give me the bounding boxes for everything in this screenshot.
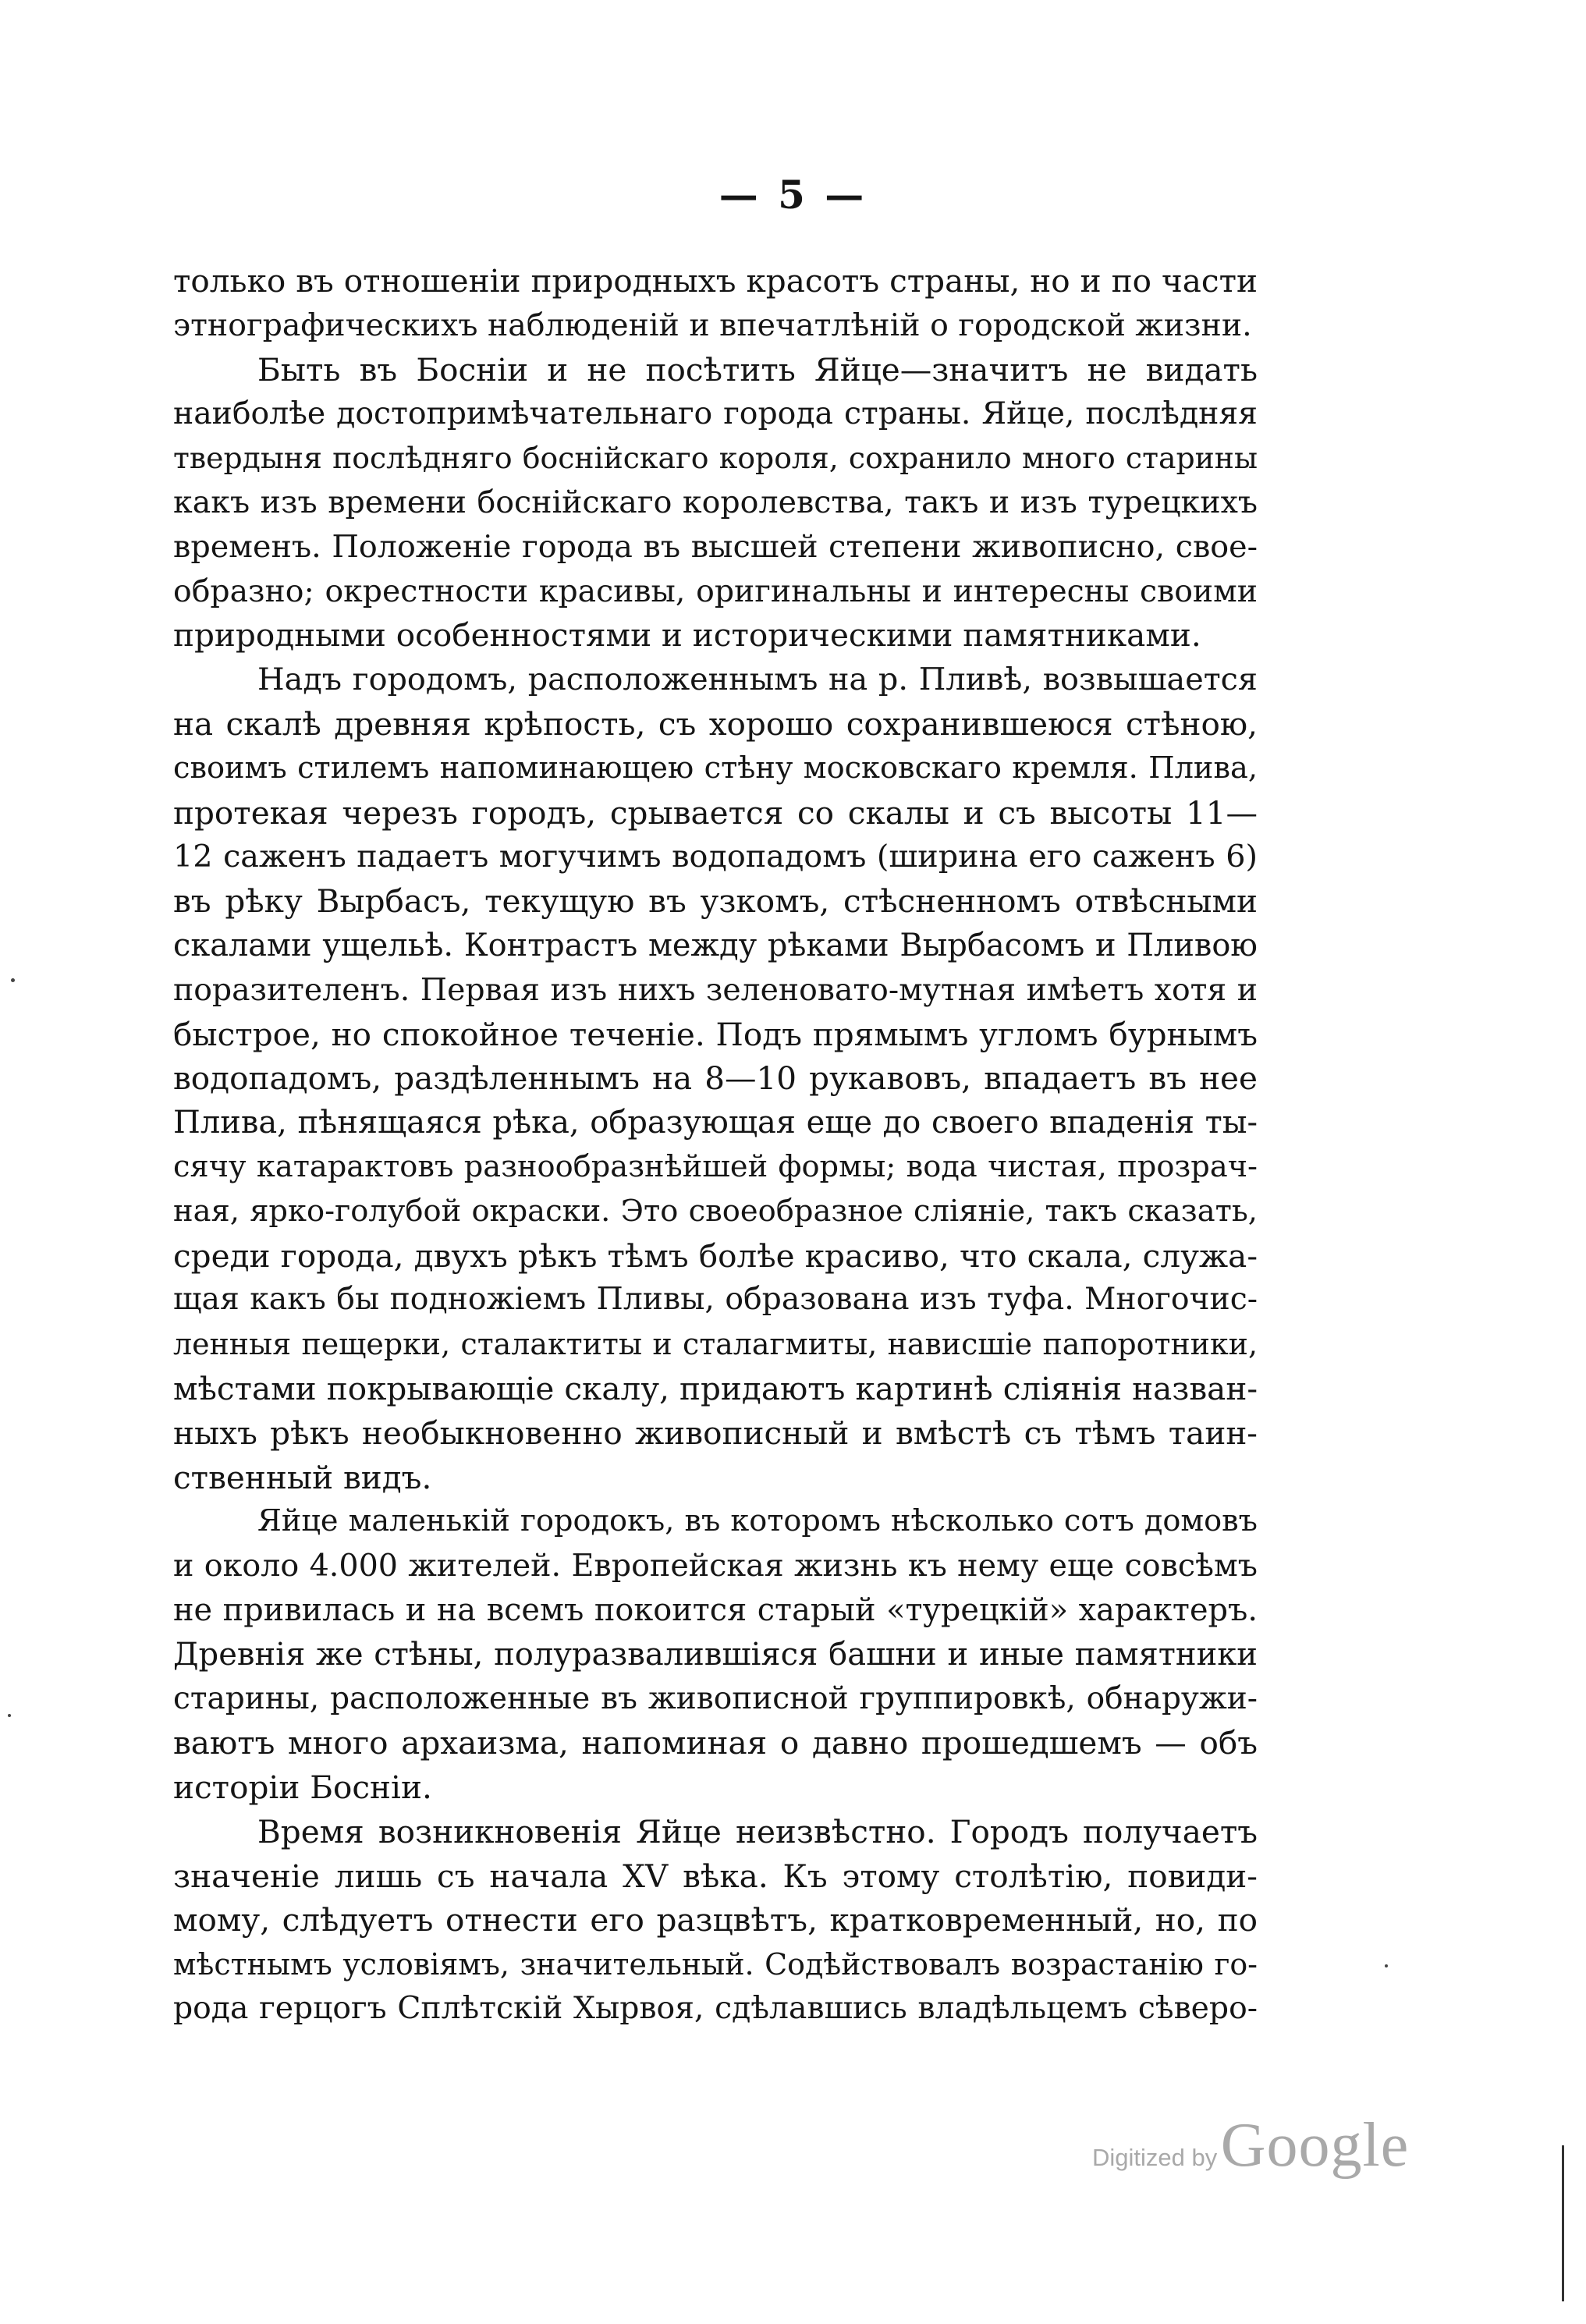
text-line: старины, расположенные въ живописной группировкѣ, обнаружи- bbox=[173, 1680, 1258, 1716]
text-line: этнографическихъ наблюденій и впечатлѣній о городской жизни. bbox=[173, 307, 1252, 343]
scan-speck bbox=[1385, 1964, 1388, 1967]
text-line: ваютъ много архаизма, напоминая о давно прошедшемъ — объ bbox=[173, 1724, 1258, 1762]
text-line: наиболѣе достопримѣчательнаго города страны. Яйце, послѣдняя bbox=[173, 396, 1258, 432]
text-line: ная, ярко-голубой окраски. Это своеобразное сліяніе, такъ сказать, bbox=[173, 1193, 1258, 1229]
scan-speck bbox=[11, 978, 15, 982]
scan-edge-mark bbox=[1562, 2145, 1564, 2301]
text-line: на скалѣ древняя крѣпость, съ хорошо сохранившеюся стѣною, bbox=[173, 704, 1258, 743]
text-line: природными особенностями и историческими памятниками. bbox=[173, 616, 1201, 655]
text-line: не привилась и на всемъ покоится старый «турецкій» характеръ. bbox=[173, 1591, 1258, 1628]
watermark-prefix: Digitized by bbox=[1092, 2144, 1218, 2171]
scan-speck bbox=[8, 1714, 11, 1717]
text-line: въ рѣку Вырбасъ, текущую въ узкомъ, стѣсненномъ отвѣсными bbox=[173, 882, 1258, 921]
text-line: временъ. Положеніе города въ высшей степени живописно, свое- bbox=[173, 528, 1258, 565]
text-line: твердыня послѣдняго боснійскаго короля, сохранило много старины bbox=[173, 441, 1258, 476]
text-line: среди города, двухъ рѣкъ тѣмъ болѣе красиво, что скала, служа- bbox=[173, 1237, 1258, 1275]
text-line: скалами ущельѣ. Контрастъ между рѣками Вырбасомъ и Пливою bbox=[173, 927, 1258, 963]
text-line: Древнія же стѣны, полуразвалившіяся башни и иные памятники bbox=[173, 1636, 1258, 1673]
google-watermark bbox=[1092, 2110, 1420, 2181]
text-line: Яйце маленькій городокъ, въ которомъ нѣсколько сотъ домовъ bbox=[257, 1504, 1258, 1539]
text-line: исторіи Босніи. bbox=[173, 1769, 432, 1807]
text-line: ственный видъ. bbox=[173, 1458, 432, 1496]
text-line: своимъ стилемъ напоминающею стѣну московскаго кремля. Плива, bbox=[173, 750, 1258, 786]
page-number: — 5 — bbox=[718, 172, 868, 218]
text-line: Плива, пѣнящаяся рѣка, образующая еще до своего впаденія ты- bbox=[173, 1105, 1258, 1141]
text-line: Надъ городомъ, расположеннымъ на р. Пливѣ, возвышается bbox=[257, 662, 1258, 698]
text-line: Время возникновенія Яйце неизвѣстно. Городъ получаетъ bbox=[257, 1812, 1258, 1850]
text-line: Быть въ Босніи и не посѣтить Яйце—значитъ не видать bbox=[257, 350, 1258, 389]
text-line: ныхъ рѣкъ необыкновенно живописный и вмѣстѣ съ тѣмъ таин- bbox=[173, 1414, 1258, 1452]
text-line: протекая черезъ городъ, срывается со скалы и съ высоты 11— bbox=[173, 793, 1258, 832]
text-line: водопадомъ, раздѣленнымъ на 8—10 рукавовъ, впадаетъ въ нее bbox=[173, 1059, 1258, 1098]
text-line: поразителенъ. Первая изъ нихъ зеленовато-мутная имѣетъ хотя и bbox=[173, 971, 1258, 1008]
text-line: щая какъ бы подножіемъ Пливы, образована изъ туфа. Многочис- bbox=[173, 1282, 1258, 1318]
text-line: значеніе лишь съ начала XV вѣка. Къ этому столѣтію, повиди- bbox=[173, 1857, 1258, 1895]
text-line: ленныя пещерки, сталактиты и сталагмиты, нависшіе папоротники, bbox=[173, 1327, 1258, 1362]
text-line: рода герцогъ Сплѣтскій Хырвоя, сдѣлавшись владѣльцемъ сѣверо- bbox=[173, 1991, 1258, 2027]
text-line: какъ изъ времени боснійскаго королевства, такъ и изъ турецкихъ bbox=[173, 484, 1258, 520]
text-line: только въ отношеніи природныхъ красотъ страны, но и по части bbox=[173, 262, 1258, 300]
text-line: мѣстами покрывающіе скалу, придаютъ картинѣ сліянія назван- bbox=[173, 1369, 1258, 1407]
text-line: 12 саженъ падаетъ могучимъ водопадомъ (ширина его саженъ 6) bbox=[173, 839, 1258, 875]
text-line: сячу катарактовъ разнообразнѣйшей формы; вода чистая, прозрач- bbox=[173, 1148, 1258, 1184]
text-line: и около 4.000 жителей. Европейская жизнь къ нему еще совсѣмъ bbox=[173, 1548, 1258, 1584]
watermark-brand: Google bbox=[1220, 2111, 1410, 2180]
text-line: мому, слѣдуетъ отнести его разцвѣтъ, кратковременный, но, по bbox=[173, 1901, 1258, 1939]
body-text bbox=[173, 259, 1258, 2031]
text-line: быстрое, но спокойное теченіе. Подъ прямымъ угломъ бурнымъ bbox=[173, 1015, 1258, 1053]
text-line: образно; окрестности красивы, оригинальны и интересны своими bbox=[173, 573, 1258, 609]
text-line: мѣстнымъ условіямъ, значительный. Содѣйствовалъ возрастанію го- bbox=[173, 1947, 1258, 1982]
